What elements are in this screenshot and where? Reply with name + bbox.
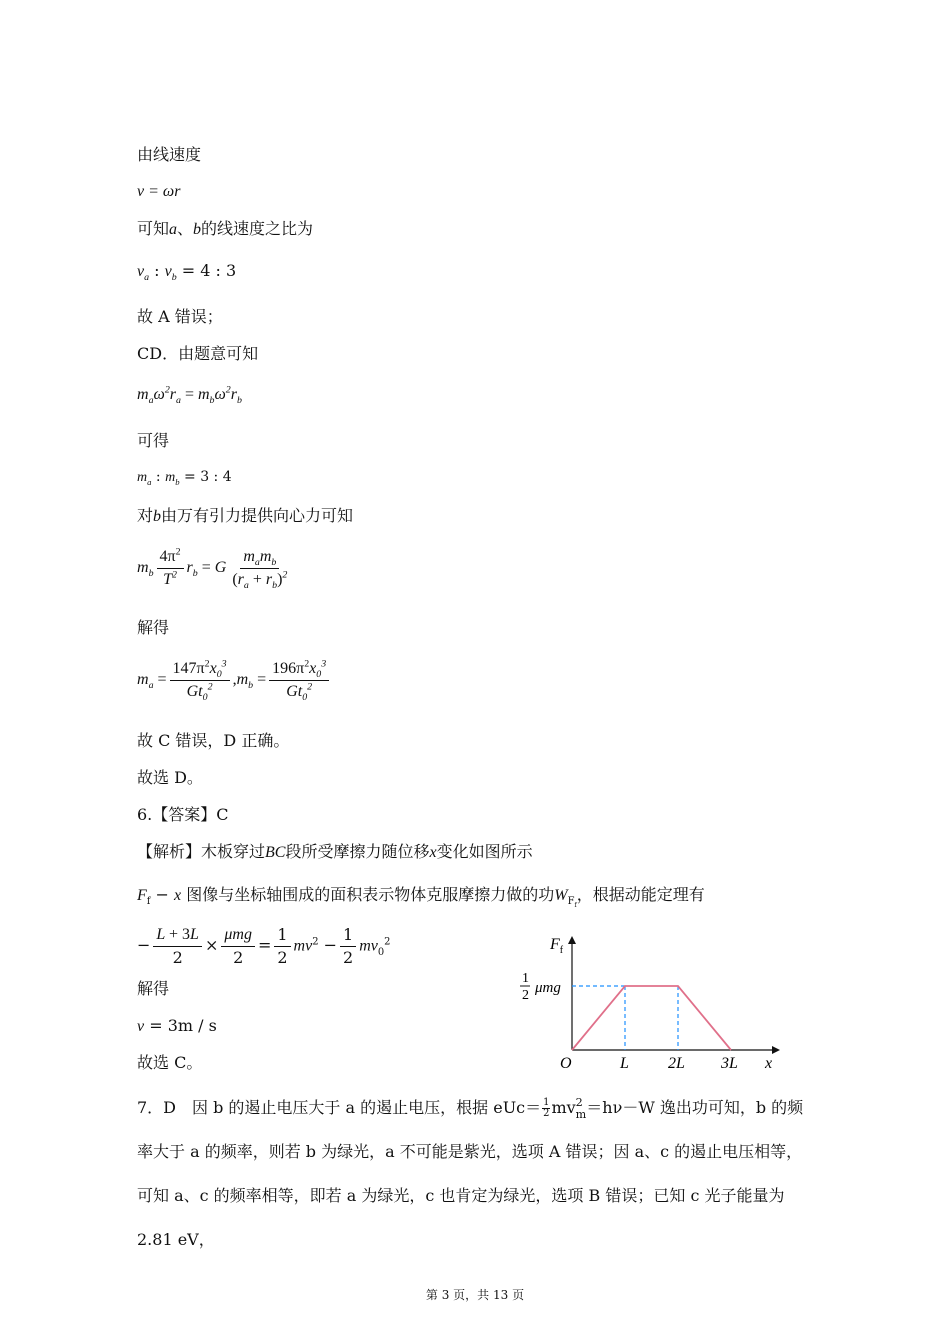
formula-linear-velocity: v = ωr xyxy=(137,183,181,200)
formula-gravity: $m_b$ $\frac{4\pi^2}{T^2}$ $r_b = G$ $\frac{m_am_b}{(r_a + r_b)^2}$ xyxy=(137,546,288,591)
x-axis-label: x xyxy=(765,1055,773,1070)
formula-mass-ratio: $m_a$ : $m_b = 3$ : 4 xyxy=(137,469,232,487)
page-footer: 第 3 页，共 13 页 xyxy=(425,1288,525,1302)
formula-mass-solution: $m_a$ = $\frac{147\pi^2x_0^3}{Gt_0^2}$ $,m_b$ = $\frac{196\pi^2x_0^3}{Gt_0^2}$ xyxy=(137,660,332,700)
text-line: 故 C 错误，D 正确。 xyxy=(137,731,290,750)
answer-heading: 6.【答案】C xyxy=(137,805,229,824)
y-axis-label: $F_f$ xyxy=(550,936,564,956)
x-tick-l: L xyxy=(620,1055,629,1070)
text-line: 故选 D。 xyxy=(137,768,203,787)
text-line: $F_f - x$ 图像与坐标轴围成的面积表示物体克服摩擦力做的功$W_{F_f}$，根据动能定理有 xyxy=(137,885,705,910)
text-line: 解得 xyxy=(137,618,170,637)
y-value-label: μmg xyxy=(535,980,561,996)
text-line: 【解析】木板穿过BC段所受摩擦力随位移x变化如图所示 xyxy=(137,842,533,861)
text-line: 可得 xyxy=(137,431,170,450)
y-value-half-num: 1 xyxy=(522,971,529,986)
y-axis-arrow xyxy=(568,936,576,944)
y-value-half-den: 2 xyxy=(522,988,529,1003)
text-line: 故选 C。 xyxy=(137,1053,203,1072)
origin-label: O xyxy=(560,1055,572,1070)
formula-equal-omega: $m_a\omega^2r_a = m_b\omega^2r_b$ xyxy=(137,384,242,407)
paragraph-question-7: 7．D 因 b 的遏止电压大于 a 的遏止电压，根据 eUc＝ $\frac{1}{2}$ mv 2 m ＝hν－W 逸出功可知，b 的频率大于 a 的频率，则若 b 为绿光，a 不可能是紫光，选项 A 错误；因 a、c 的遏止电压相等，可知 a、c 的频率相等，即若 a 为绿光，c 也肯定为绿光，选项 B 错误；已知 c 光子能量为 2.81 eV， xyxy=(137,1096,804,1249)
friction-displacement-graph xyxy=(510,930,800,1070)
formula-velocity-result: v = 3m / s xyxy=(137,1016,217,1035)
text-line: 对b由万有引力提供向心力可知 xyxy=(137,506,354,525)
x-axis-arrow xyxy=(772,1046,780,1054)
x-tick-2l: 2L xyxy=(668,1055,685,1070)
text-line: 可知a、b的线速度之比为 xyxy=(137,219,314,238)
x-tick-3l: 3L xyxy=(721,1055,738,1070)
text-line: 故 A 错误； xyxy=(137,307,223,326)
friction-curve xyxy=(572,986,731,1050)
formula-energy-theorem: − $\frac{L + 3L}{2}$ × $\frac{\text{μmg}}{2}$ = $\frac{1}{2}$ $mv^2$ − $\frac{1}{2}$ $mv_0^2$ xyxy=(137,925,391,967)
formula-velocity-ratio: $v_a$ : $v_b = 4$ : 3 xyxy=(137,261,237,284)
text-line: 解得 xyxy=(137,979,170,998)
text-line: CD．由题意可知 xyxy=(137,344,259,363)
text-line: 由线速度 xyxy=(137,145,202,164)
